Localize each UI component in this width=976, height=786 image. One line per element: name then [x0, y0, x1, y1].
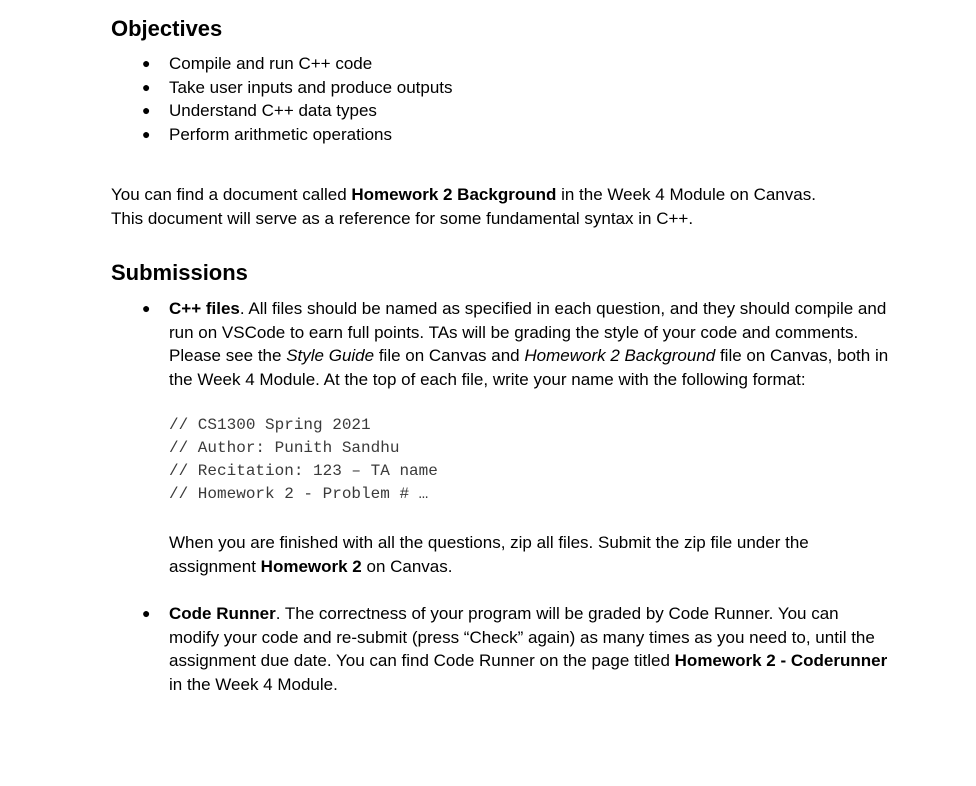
bullet-icon: ●	[142, 55, 151, 71]
objective-text: Take user inputs and produce outputs	[169, 77, 453, 97]
objective-text: Understand C++ data types	[169, 101, 377, 120]
submissions-heading: Submissions	[111, 260, 248, 285]
bullet-icon: ●	[142, 605, 151, 621]
cpp-files-text: file on Canvas and	[374, 346, 525, 365]
zip-text: on Canvas.	[361, 556, 453, 576]
objectives-list	[111, 52, 891, 146]
code-runner-paragraph	[169, 602, 891, 696]
cpp-files-text: . All files should be named as specified in each question, and they should compile and run on VSCode to earn full points. TAs will be grading the style of your code and comments. Please see the	[169, 299, 887, 365]
objective-item	[111, 76, 891, 100]
code-line: // Homework 2 - Problem # …	[169, 485, 429, 503]
assignment-name: Homework 2	[260, 556, 362, 576]
bullet-icon: ●	[142, 125, 151, 142]
objective-text: Perform arithmetic operations	[169, 124, 392, 144]
objectives-heading: Objectives	[111, 16, 223, 41]
zip-instructions	[169, 531, 891, 578]
cpp-files-paragraph	[169, 297, 891, 391]
code-runner-title: Code Runner	[169, 604, 276, 623]
intro-doc-name: Homework 2 Background	[351, 185, 557, 204]
document-page	[111, 14, 891, 696]
intro-paragraph	[111, 183, 891, 230]
style-guide-ref: Style Guide	[286, 346, 375, 365]
submission-item-cpp-files	[111, 297, 891, 578]
objective-item	[111, 52, 891, 76]
submissions-list	[111, 297, 891, 696]
hw2-background-ref: Homework 2 Background	[524, 346, 716, 365]
bullet-icon: ●	[142, 300, 151, 316]
header-code-block	[169, 414, 891, 506]
submission-item-code-runner	[111, 602, 891, 696]
objective-item	[111, 99, 891, 123]
code-runner-text: . The correctness of your program will be graded by Code Runner. You can modify your code and re-submit (press “Check” again) as many times as you need to, until the assignment due date. You can find Code Runner on the page titled	[169, 604, 875, 670]
bullet-icon: ●	[142, 102, 151, 118]
intro-text: This document will serve as a reference for some fundamental syntax in C++.	[111, 208, 694, 228]
intro-text: You can find a document called	[111, 185, 352, 204]
coderunner-page-ref: Homework 2 - Coderunner	[674, 651, 888, 670]
code-line: // Recitation: 123 – TA name	[169, 462, 438, 480]
code-runner-text: in the Week 4 Module.	[169, 674, 338, 694]
objective-item	[111, 123, 891, 147]
bullet-icon: ●	[142, 78, 151, 95]
code-line: // Author: Punith Sandhu	[169, 439, 400, 457]
objective-text: Compile and run C++ code	[169, 54, 373, 73]
zip-text: When you are finished with all the questions, zip all files. Submit the zip file under the assignment	[169, 533, 809, 576]
code-line: // CS1300 Spring 2021	[169, 416, 371, 434]
intro-text: in the Week 4 Module on Canvas.	[556, 185, 816, 204]
cpp-files-text: file on Canvas, both in the Week 4 Module. At the top of each file, write your name with the following format:	[169, 346, 889, 389]
cpp-files-title: C++ files	[169, 299, 240, 318]
